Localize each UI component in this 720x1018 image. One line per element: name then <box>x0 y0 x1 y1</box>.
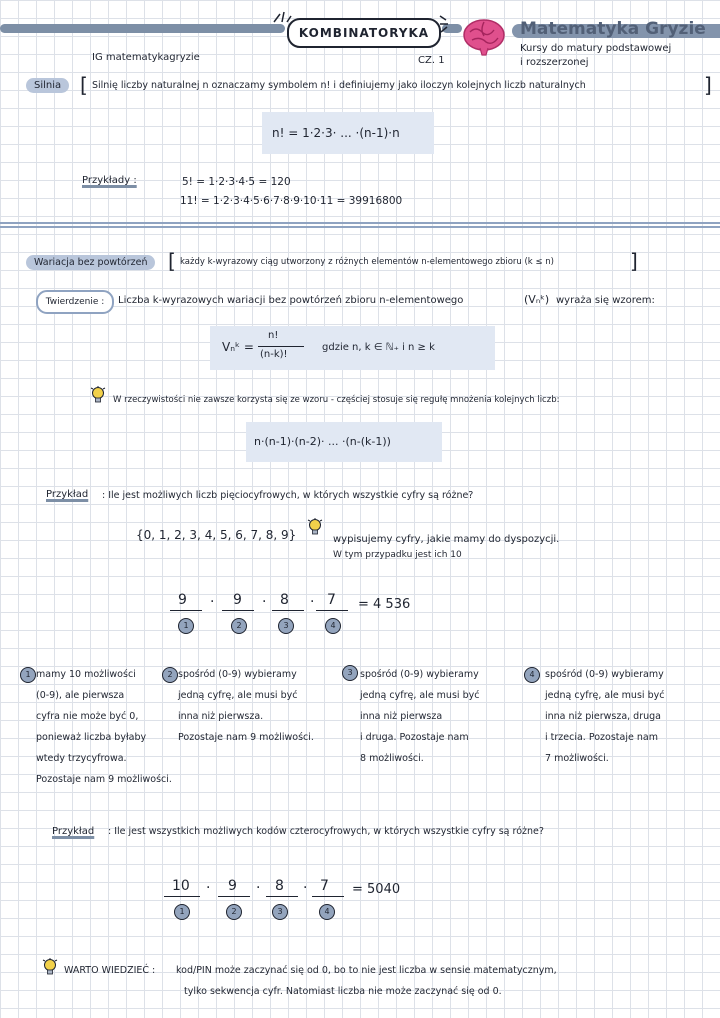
note-line: spośród (0-9) wybieramy <box>360 669 479 680</box>
note-line: wtedy trzycyfrowa. <box>36 753 127 764</box>
digit-set: {0, 1, 2, 3, 4, 5, 6, 7, 8, 9} <box>136 528 297 542</box>
factor-underline <box>312 896 344 897</box>
digit-set-tip-1: wypisujemy cyfry, jakie mamy do dyspozycji. <box>333 534 560 545</box>
lightbulb-icon <box>90 386 106 404</box>
page-title: KOMBINATORYKA <box>298 26 430 40</box>
factor-underline <box>164 896 200 897</box>
step-circle: 3 <box>272 904 288 920</box>
note-line: inna niż pierwsza, druga <box>545 711 661 722</box>
note-3 <box>360 664 479 769</box>
part-label: CZ. 1 <box>418 55 445 66</box>
variation-formula-condition: gdzie n, k ∈ ℕ₊ i n ≥ k <box>322 342 435 353</box>
silnia-formula: n! = 1·2·3· ... ·(n-1)·n <box>272 126 400 140</box>
silnia-definition-bracket-end: ] <box>704 73 712 97</box>
note-line: (0-9), ale pierwsza <box>36 690 125 701</box>
product-rule: n·(n-1)·(n-2)· ... ·(n-(k-1)) <box>254 435 391 448</box>
section-label-silnia: Silnia <box>26 78 69 93</box>
example-2-result: = 5040 <box>352 882 401 897</box>
brand-name: Matematyka Gryzie <box>520 19 706 39</box>
variation-formula-denominator: (n-k)! <box>260 349 288 360</box>
dot-operator: · <box>262 594 267 610</box>
step-circle: 4 <box>319 904 335 920</box>
factor-underline <box>218 896 250 897</box>
note-label: WARTO WIEDZIEĆ : <box>64 965 156 976</box>
digit-set-tip-2: W tym przypadku jest ich 10 <box>333 550 462 560</box>
factor: 7 <box>320 878 329 894</box>
factor-underline <box>222 610 254 611</box>
factor-underline <box>170 610 202 611</box>
factor: 8 <box>275 878 284 894</box>
note-line: spośród (0-9) wybieramy <box>545 669 664 680</box>
dot-operator: · <box>210 594 215 610</box>
example-1-label: Przykład <box>46 489 89 500</box>
note-line: cyfra nie może być 0, <box>36 711 139 722</box>
note-1 <box>36 664 172 790</box>
note-line: Pozostaje nam 9 możliwości. <box>36 774 172 785</box>
theorem-text-2: wyraża się wzorem: <box>556 295 655 306</box>
note-line: jedną cyfrę, ale musi być <box>360 690 480 701</box>
dot-operator: · <box>310 594 315 610</box>
note-line: ponieważ liczba byłaby <box>36 732 147 743</box>
theorem-label-box <box>36 290 114 314</box>
step-circle: 1 <box>174 904 190 920</box>
theorem-symbol: (Vₙᵏ) <box>524 293 550 306</box>
note-text-2: tylko sekwencja cyfr. Natomiast liczba nie może zaczynać się od 0. <box>184 986 502 997</box>
step-circle: 4 <box>325 618 341 634</box>
factor-underline <box>266 896 298 897</box>
note-line: i trzecia. Pozostaje nam <box>545 732 658 743</box>
factor-underline <box>316 610 348 611</box>
sparkle-icon <box>438 12 458 34</box>
brand-tagline-1: Kursy do matury podstawowej <box>520 43 672 54</box>
variation-formula-lhs: Vₙᵏ = <box>222 340 254 354</box>
step-circle: 2 <box>226 904 242 920</box>
dot-operator: · <box>206 880 211 896</box>
silnia-definition: Silnię liczby naturalnej n oznaczamy symbolem n! i definiujemy jako iloczyn kolejnych liczb naturalnych <box>92 80 586 91</box>
note-line: inna niż pierwsza <box>360 711 443 722</box>
note-circle: 4 <box>524 667 540 683</box>
instagram-handle: IG matematykagryzie <box>92 52 200 63</box>
section-divider <box>0 222 720 224</box>
note-line: jedną cyfrę, ale musi być <box>178 690 298 701</box>
brand-tagline-2: i rozszerzonej <box>520 57 589 68</box>
note-line: mamy 10 możliwości <box>36 669 136 680</box>
example-1-question: : Ile jest możliwych liczb pięciocyfrowych, w których wszystkie cyfry są różne? <box>102 490 474 501</box>
note-line: inna niż pierwsza. <box>178 711 264 722</box>
note-line: jedną cyfrę, ale musi być <box>545 690 665 701</box>
example-2-label: Przykład <box>52 826 95 837</box>
note-4 <box>545 664 664 769</box>
factor: 8 <box>280 592 289 608</box>
note-text-1: kod/PIN może zaczynać się od 0, bo to nie jest liczba w sensie matematycznym, <box>176 965 557 976</box>
wariacja-definition: każdy k-wyrazowy ciąg utworzony z różnych elementów n-elementowego zbioru (k ≤ n) <box>180 257 554 267</box>
step-circle: 1 <box>178 618 194 634</box>
example-2-question: : Ile jest wszystkich możliwych kodów czterocyfrowych, w których wszystkie cyfry są różne? <box>108 826 544 837</box>
sparkle-icon <box>272 10 292 24</box>
note-line: i druga. Pozostaje nam <box>360 732 469 743</box>
variation-formula-numerator: n! <box>268 330 279 341</box>
section-label-wariacja: Wariacja bez powtórzeń <box>26 255 155 270</box>
brain-logo-icon <box>462 18 506 56</box>
factor: 10 <box>172 878 190 894</box>
lightbulb-icon <box>42 958 58 976</box>
note-line: Pozostaje nam 9 możliwości. <box>178 732 314 743</box>
lightbulb-icon <box>307 518 323 536</box>
note-line: spośród (0-9) wybieramy <box>178 669 297 680</box>
silnia-example-2: 11! = 1·2·3·4·5·6·7·8·9·10·11 = 39916800 <box>180 195 403 207</box>
theorem-text: Liczba k-wyrazowych wariacji bez powtórzeń zbioru n-elementowego <box>118 295 464 306</box>
theorem-label: Twierdzenie : <box>45 297 105 307</box>
dot-operator: · <box>256 880 261 896</box>
example-1-result: = 4 536 <box>358 597 411 612</box>
wariacja-definition-bracket-end: ] <box>630 249 638 273</box>
variation-tip: W rzeczywistości nie zawsze korzysta się ze wzoru - częściej stosuje się regułę mnożenia kolejnych liczb: <box>113 395 560 405</box>
note-circle: 1 <box>20 667 36 683</box>
note-circle: 3 <box>342 665 358 681</box>
step-circle: 2 <box>231 618 247 634</box>
step-circle: 3 <box>278 618 294 634</box>
factor: 9 <box>233 592 242 608</box>
wariacja-definition-bracket: [ <box>168 249 176 273</box>
factor-underline <box>272 610 304 611</box>
note-2 <box>178 664 314 748</box>
factor: 9 <box>178 592 187 608</box>
note-circle: 2 <box>162 667 178 683</box>
dot-operator: · <box>303 880 308 896</box>
silnia-example-1: 5! = 1·2·3·4·5 = 120 <box>182 176 291 188</box>
note-line: 8 możliwości. <box>360 753 424 764</box>
title-box <box>287 18 441 48</box>
factor: 7 <box>327 592 336 608</box>
variation-fraction-line <box>258 346 304 347</box>
silnia-examples-label: Przykłady : <box>82 175 137 186</box>
header-bar-left <box>0 24 285 33</box>
silnia-definition-bracket: [ <box>80 73 88 97</box>
section-divider <box>0 226 720 228</box>
note-line: 7 możliwości. <box>545 753 609 764</box>
factor: 9 <box>228 878 237 894</box>
